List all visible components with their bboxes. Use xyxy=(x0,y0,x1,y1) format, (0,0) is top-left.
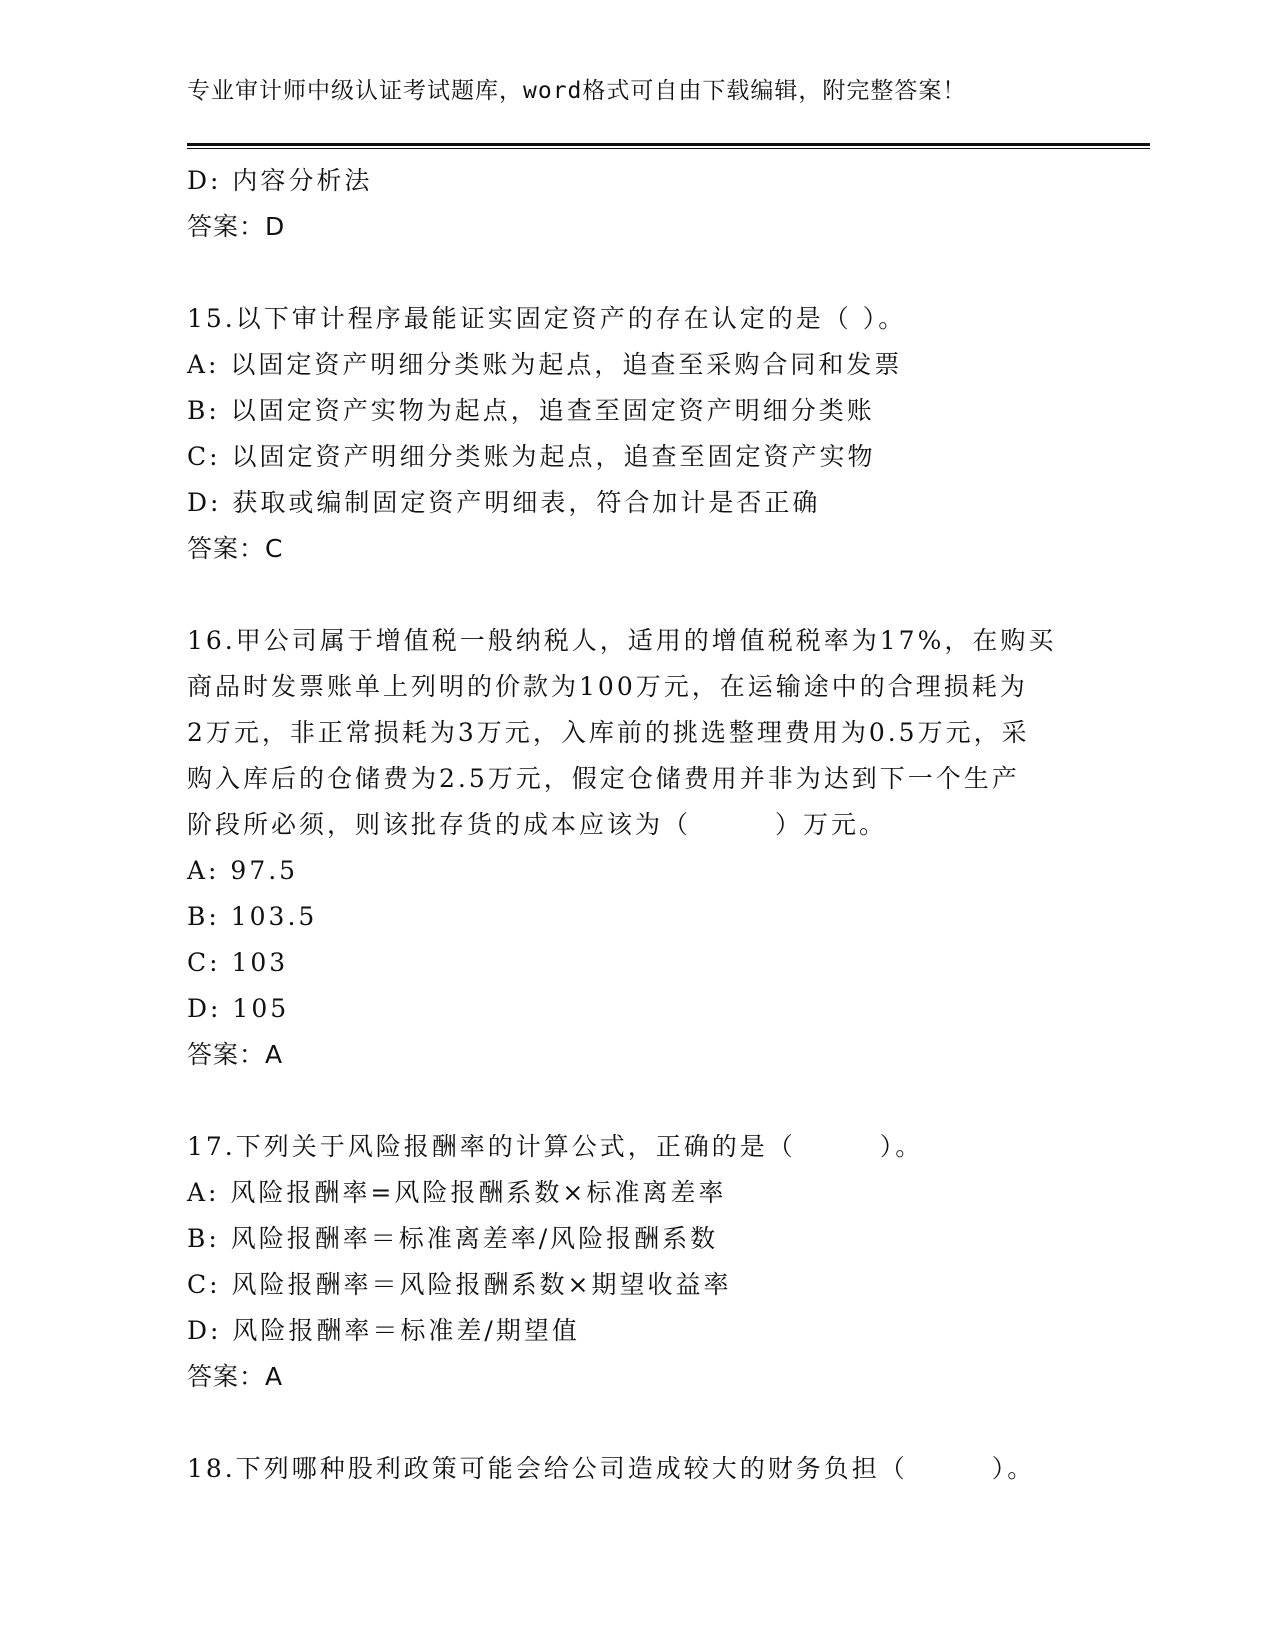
q15-option-c: C: 以固定资产明细分类账为起点，追查至固定资产实物 xyxy=(187,442,876,471)
q15-option-b: B: 以固定资产实物为起点，追查至固定资产明细分类账 xyxy=(187,396,875,425)
q15-option-a: A: 以固定资产明细分类账为起点，追查至采购合同和发票 xyxy=(187,350,903,379)
q18-stem: 18.下列哪种股利政策可能会给公司造成较大的财务负担（ ）。 xyxy=(187,1454,1036,1483)
q16-option-a: A: 97.5 xyxy=(187,856,299,885)
spacer xyxy=(187,1078,1087,1124)
q16-stem-line: 商品时发票账单上列明的价款为100万元，在运输途中的合理损耗为 xyxy=(187,672,1028,701)
q16-stem-line: 16.甲公司属于增值税一般纳税人，适用的增值税税率为17%，在购买 xyxy=(187,626,1057,655)
prev-option-d: D: 内容分析法 xyxy=(187,166,373,195)
question-content xyxy=(187,158,1087,1492)
q16-option-b: B: 103.5 xyxy=(187,902,318,931)
q17-option-c: C: 风险报酬率＝风险报酬系数×期望收益率 xyxy=(187,1270,732,1299)
spacer xyxy=(187,1400,1087,1446)
q16-answer: 答案：A xyxy=(187,1040,284,1069)
spacer xyxy=(187,572,1087,618)
q16-option-c: C: 103 xyxy=(187,948,289,977)
page-header: 专业审计师中级认证考试题库，word格式可自由下载编辑，附完整答案！ xyxy=(187,78,967,104)
q16-option-d: D: 105 xyxy=(187,994,290,1023)
q17-answer: 答案：A xyxy=(187,1362,284,1391)
q17-option-d: D: 风险报酬率＝标准差/期望值 xyxy=(187,1316,580,1345)
prev-answer: 答案：D xyxy=(187,212,286,241)
q17-option-b: B: 风险报酬率＝标准离差率/风险报酬系数 xyxy=(187,1224,719,1253)
q16-stem-line: 2万元，非正常损耗为3万元，入库前的挑选整理费用为0.5万元，采 xyxy=(187,718,1030,747)
q17-stem: 17.下列关于风险报酬率的计算公式，正确的是（ ）。 xyxy=(187,1132,924,1161)
q16-stem-line: 购入库后的仓储费为2.5万元，假定仓储费用并非为达到下一个生产 xyxy=(187,764,1020,793)
q15-option-d: D: 获取或编制固定资产明细表，符合加计是否正确 xyxy=(187,488,821,517)
q15-stem: 15.以下审计程序最能证实固定资产的存在认定的是（ ）。 xyxy=(187,304,907,333)
q15-answer: 答案：C xyxy=(187,534,284,563)
q17-option-a: A: 风险报酬率=风险报酬系数×标准离差率 xyxy=(187,1178,727,1207)
header-divider xyxy=(187,143,1150,149)
q16-stem-line: 阶段所必须，则该批存货的成本应该为（ ）万元。 xyxy=(187,810,888,839)
spacer xyxy=(187,250,1087,296)
q16-stem xyxy=(187,618,1087,848)
